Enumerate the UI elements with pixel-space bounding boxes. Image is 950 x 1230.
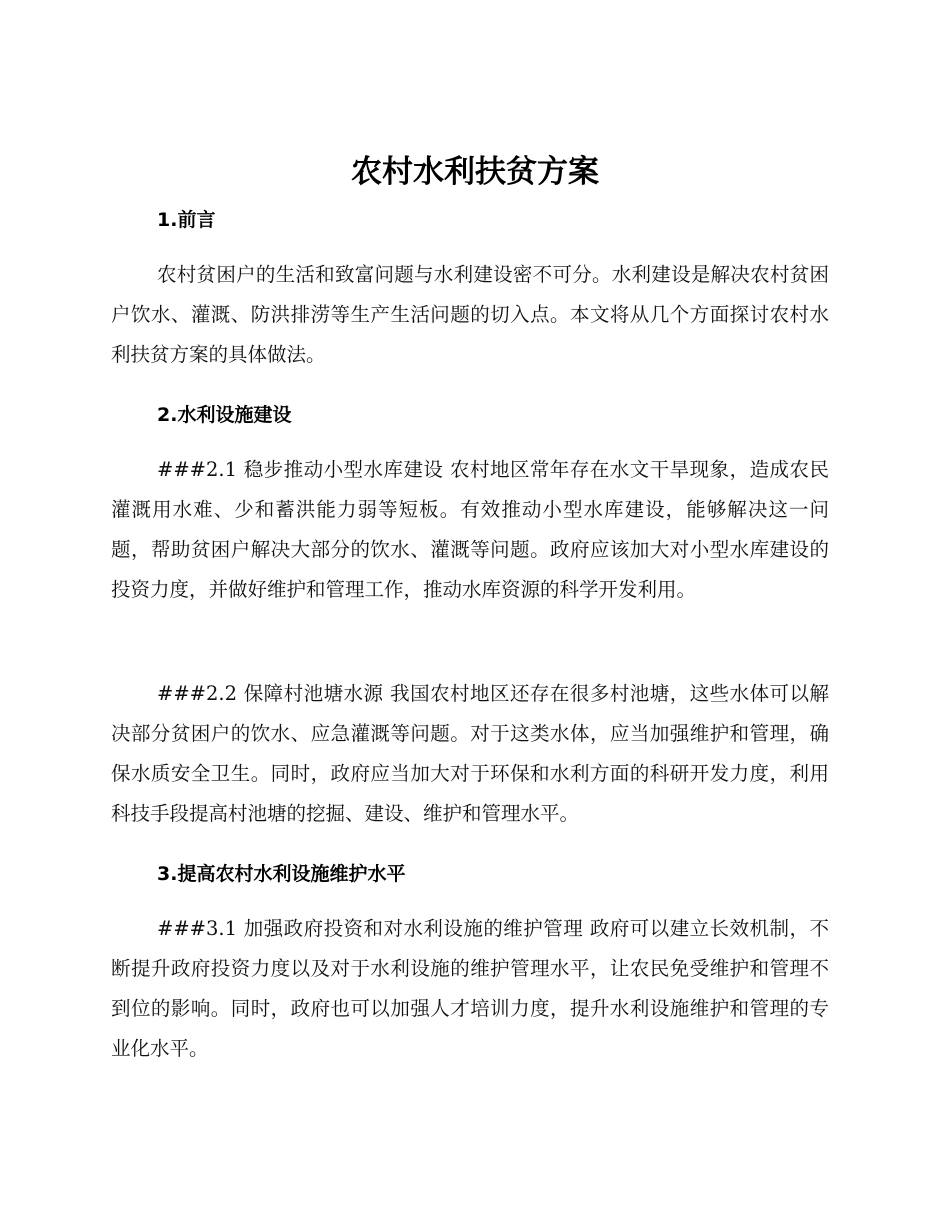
paragraph-intro: 农村贫困户的生活和致富问题与水利建设密不可分。水利建设是解决农村贫困户饮水、灌溉、防洪排涝等生产生活问题的切入点。本文将从几个方面探讨农村水利扶贫方案的具体做法。 — [111, 263, 829, 366]
section-heading-facilities: 2.水利设施建设 — [157, 404, 292, 426]
section-heading-intro: 1.前言 — [157, 209, 216, 231]
paragraph-ponds: ###2.2 保障村池塘水源 我国农村地区还存在很多村池塘，这些水体可以解决部分贫困户的饮水、应急灌溉等问题。对于这类水体，应当加强维护和管理，确保水质安全卫生。同时，政府应当加大对于环保和水利方面的科研开发力度，利用科技手段提高村池塘的挖掘、建设、维护和管理水平。 — [111, 682, 829, 825]
section-heading-maintenance: 3.提高农村水利设施维护水平 — [157, 863, 406, 885]
paragraph-reservoir: ###2.1 稳步推动小型水库建设 农村地区常年存在水文干旱现象，造成农民灌溉用水难、少和蓄洪能力弱等短板。有效推动小型水库建设，能够解决这一问题，帮助贫困户解决大部分的饮水、灌溉等问题。政府应该加大对小型水库建设的投资力度，并做好维护和管理工作，推动水库资源的科学开发利用。 — [111, 458, 829, 601]
paragraph-investment: ###3.1 加强政府投资和对水利设施的维护管理 政府可以建立长效机制，不断提升政府投资力度以及对于水利设施的维护管理水平，让农民免受维护和管理不到位的影响。同时，政府也可以加强人才培训力度，提升水利设施维护和管理的专业化水平。 — [111, 917, 829, 1060]
page-title: 农村水利扶贫方案 — [351, 154, 599, 190]
